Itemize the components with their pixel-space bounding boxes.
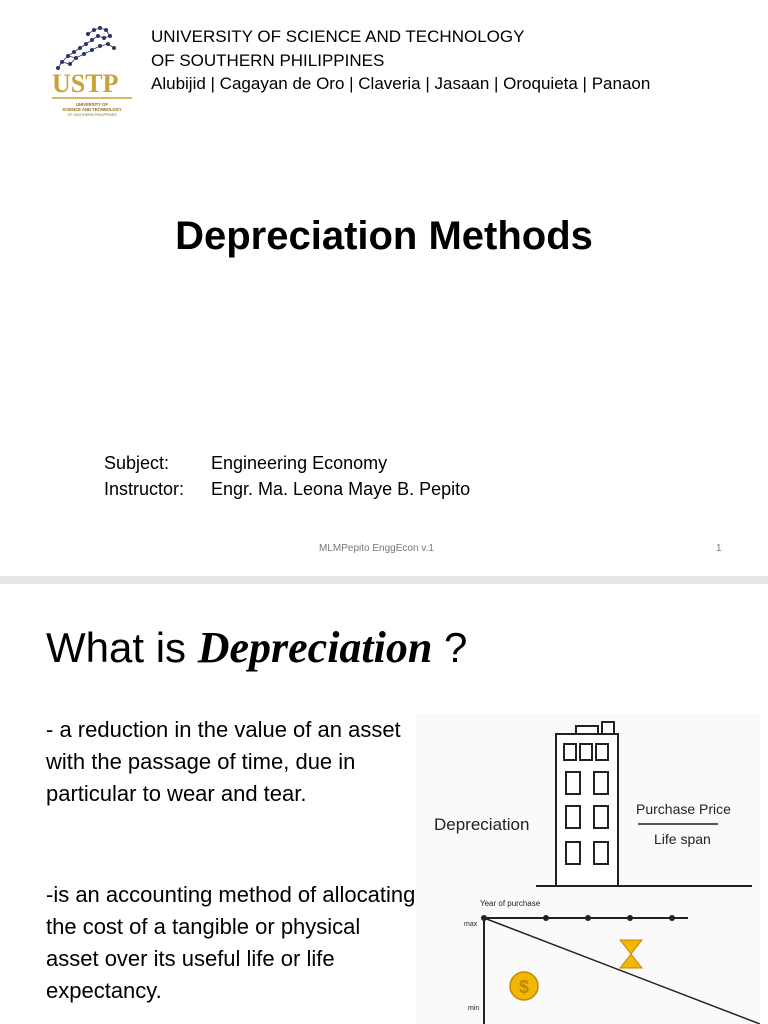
instructor-value: Engr. Ma. Leona Maye B. Pepito [211,479,471,499]
svg-text:SCIENCE AND TECHNOLOGY: SCIENCE AND TECHNOLOGY [62,107,122,112]
coin-icon [510,972,538,1000]
purchase-price-label: Purchase Price [636,801,731,817]
min-label: min [468,1005,480,1012]
university-name-line1: UNIVERSITY OF SCIENCE AND TECHNOLOGY [151,27,525,46]
slide-title: Depreciation Methods [175,214,593,258]
subject-value: Engineering Economy [211,453,388,473]
university-name-line2: OF SOUTHERN PHILIPPINES [151,51,385,70]
heading-term: Depreciation [197,623,433,672]
heading-prefix: What is [46,624,187,671]
svg-text:$: $ [518,977,530,997]
year-of-purchase-label: Year of purchase [480,899,541,908]
definition-paragraph-1: - a reduction in the value of an asset with the passage of time, due in particular to wear and tear. [46,717,401,806]
svg-text:UNIVERSITY OF: UNIVERSITY OF [75,102,109,107]
subject-label: Subject: [104,453,170,473]
definition-slide [0,584,768,1024]
definition-paragraph-2: -is an accounting method of allocating the cost of a tangible or physical asset over its useful life or life expectancy. [46,882,416,1003]
campus-list: Alubijid | Cagayan de Oro | Claveria | Jasaan | Oroquieta | Panaon [151,74,651,93]
instructor-label: Instructor: [104,479,185,499]
depreciation-illustration [416,714,760,1024]
slide-divider [0,576,768,584]
life-span-label: Life span [654,831,711,847]
svg-text:OF SOUTHERN PHILIPPINES: OF SOUTHERN PHILIPPINES [67,113,117,117]
building-icon [556,722,618,886]
max-label: max [464,921,478,928]
ustp-logo [44,18,140,118]
svg-text:USTP: USTP [52,69,119,98]
page-number: 1 [716,543,722,554]
slide-heading [46,622,467,673]
slide-footer: MLMPepito EnggEcon v.1 [319,543,434,554]
heading-suffix: ? [444,624,468,671]
depreciation-label: Depreciation [434,815,530,834]
